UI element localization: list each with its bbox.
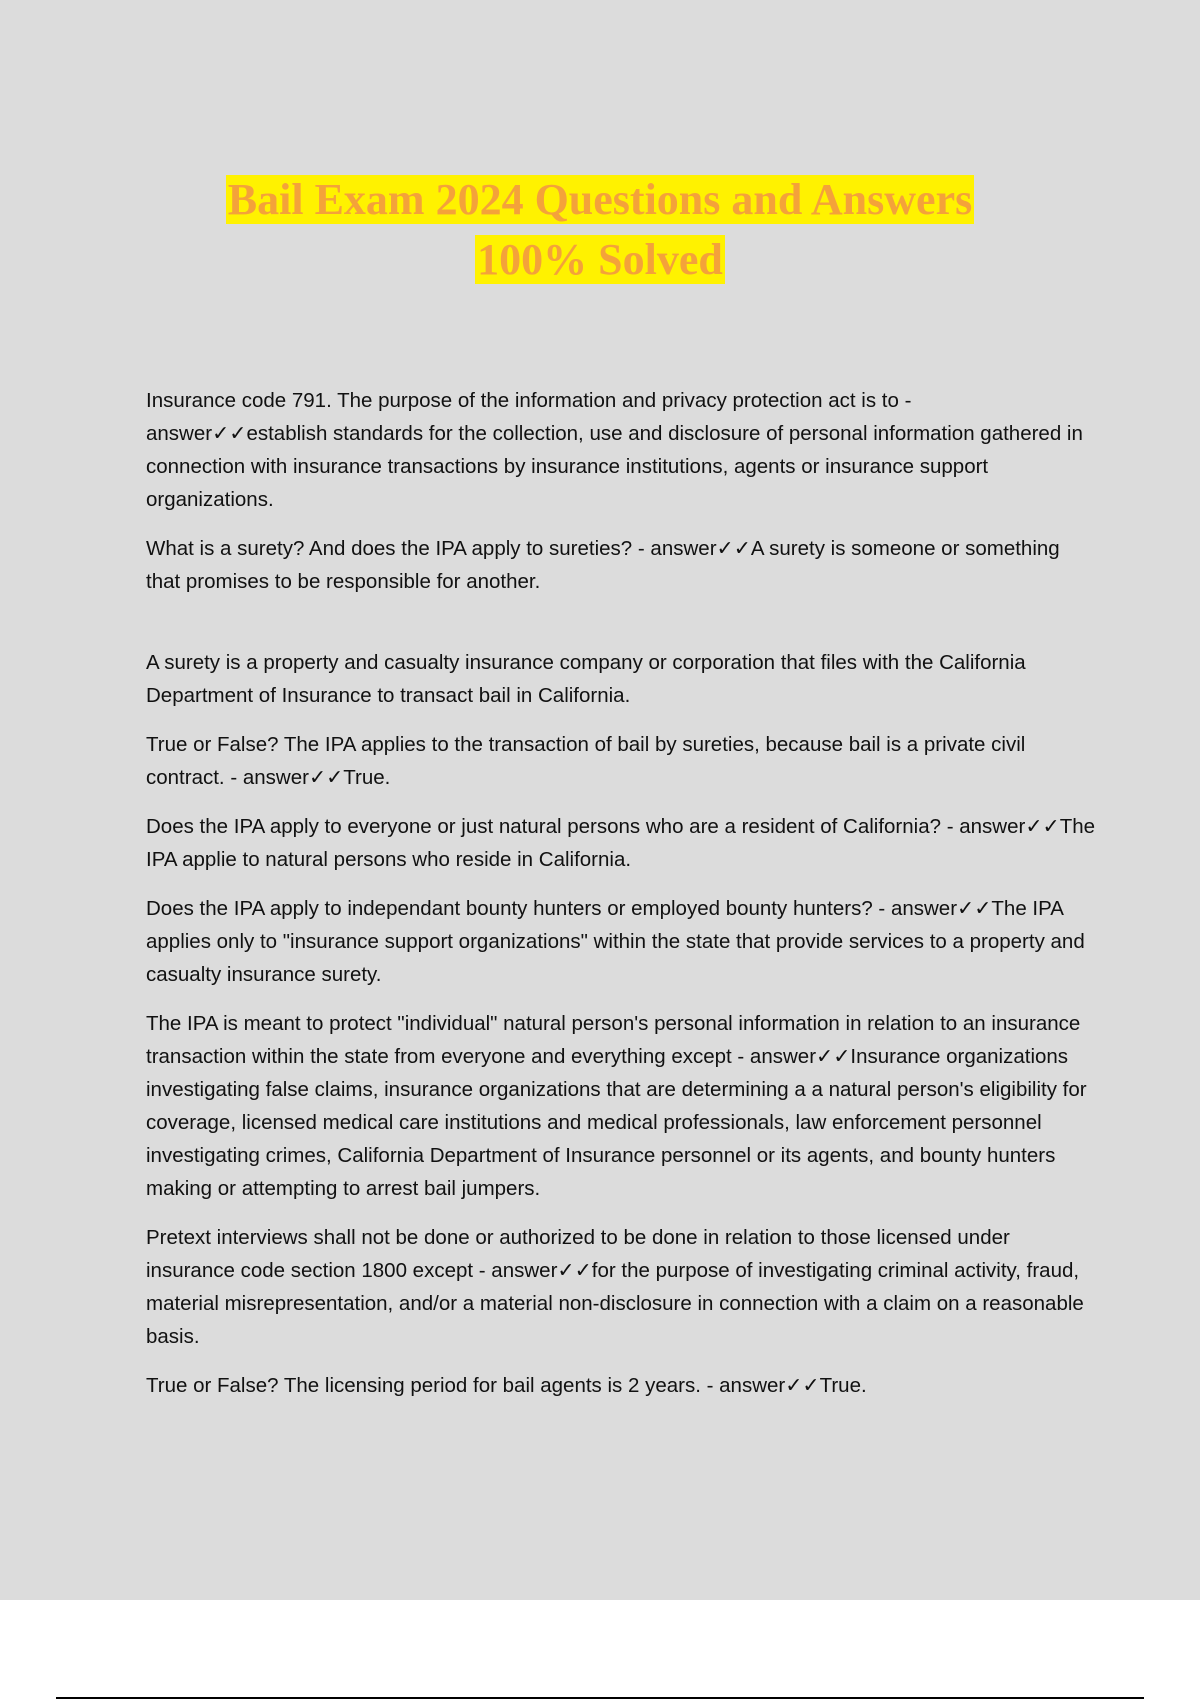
answer-marker: - answer (731, 1045, 817, 1068)
qa-item-3 (146, 646, 1096, 712)
document-title (0, 170, 1200, 290)
checkmark-icon: ✓✓ (212, 421, 247, 445)
question-text: Does the IPA apply to independant bounty hunters or employed bounty hunters? (146, 897, 873, 920)
answer-marker: - answer (700, 1374, 786, 1397)
qa-item-1 (146, 384, 1096, 516)
answer-marker: - answer (632, 537, 717, 560)
qa-item-8 (146, 1221, 1096, 1353)
checkmark-icon: ✓✓ (557, 1258, 592, 1282)
qa-item-4 (146, 728, 1096, 794)
title-line-2: 100% Solved (477, 235, 723, 284)
answer-text: True. (819, 1374, 867, 1397)
question-text: Insurance code 791. The purpose of the information and privacy protection act is to (146, 389, 899, 412)
question-text: What is a surety? And does the IPA apply to sureties? (146, 537, 633, 560)
question-text: Pretext interviews shall not be done or authorized to be done in relation to those licensed under insurance code section 1800 except (146, 1226, 1010, 1282)
answer-marker: - answer (941, 815, 1026, 838)
answer-marker: - answer (473, 1259, 558, 1282)
checkmark-icon: ✓✓ (957, 896, 992, 920)
question-text: True or False? The licensing period for bail agents is 2 years. (146, 1374, 701, 1397)
answer-marker: - answer (224, 766, 309, 789)
answer-marker: - answer (146, 389, 912, 445)
checkmark-icon: ✓✓ (716, 536, 751, 560)
checkmark-icon: ✓✓ (1025, 814, 1060, 838)
checkmark-icon: ✓✓ (308, 765, 344, 789)
qa-content (146, 384, 1096, 1418)
qa-item-9 (146, 1369, 1096, 1402)
answer-text: for the purpose of investigating criminal activity, fraud, material misrepresentation, and/or a material non-disclosure in connection with a claim on a reasonable basis. (146, 1259, 1084, 1348)
answer-marker: - answer (872, 897, 958, 920)
question-text: True or False? The IPA applies to the transaction of bail by sureties, because bail is a private civil contract. (146, 733, 1026, 789)
qa-item-2 (146, 532, 1096, 598)
answer-text: A surety is someone or something that promises to be responsible for another. (146, 537, 1060, 593)
answer-text: establish standards for the collection, use and disclosure of personal information gathered in connection with insurance transactions by insurance institutions, agents or insurance support organizations. (146, 422, 1083, 511)
checkmark-icon: ✓✓ (816, 1044, 851, 1068)
paragraph-text: A surety is a property and casualty insurance company or corporation that files with the California Department of Insurance to transact bail in California. (146, 651, 1026, 707)
answer-text: The IPA applies only to "insurance support organizations" within the state that provide services to a property and casualty insurance surety. (146, 897, 1085, 986)
title-line-1: Bail Exam 2024 Questions and Answers (227, 175, 973, 224)
qa-item-5 (146, 810, 1096, 876)
answer-text: True. (343, 766, 391, 789)
question-text: Does the IPA apply to everyone or just natural persons who are a resident of California? (146, 815, 942, 838)
qa-item-6 (146, 892, 1096, 991)
answer-text: The IPA applie to natural persons who reside in California. (146, 815, 1096, 871)
footer-divider (56, 1697, 1144, 1699)
question-text: The IPA is meant to protect "individual" natural person's personal information in relation to an insurance transaction within the state from everyone and everything except (146, 1012, 1081, 1068)
answer-text: Insurance organizations investigating false claims, insurance organizations that are determining a a natural person's eligibility for coverage, licensed medical care institutions and medical professionals, law enforcement personnel investigating crimes, California Department of Insurance personnel or its agents, and bounty hunters making or attempting to arrest bail jumpers. (146, 1045, 1087, 1200)
checkmark-icon: ✓✓ (785, 1373, 820, 1397)
qa-item-7 (146, 1007, 1096, 1205)
